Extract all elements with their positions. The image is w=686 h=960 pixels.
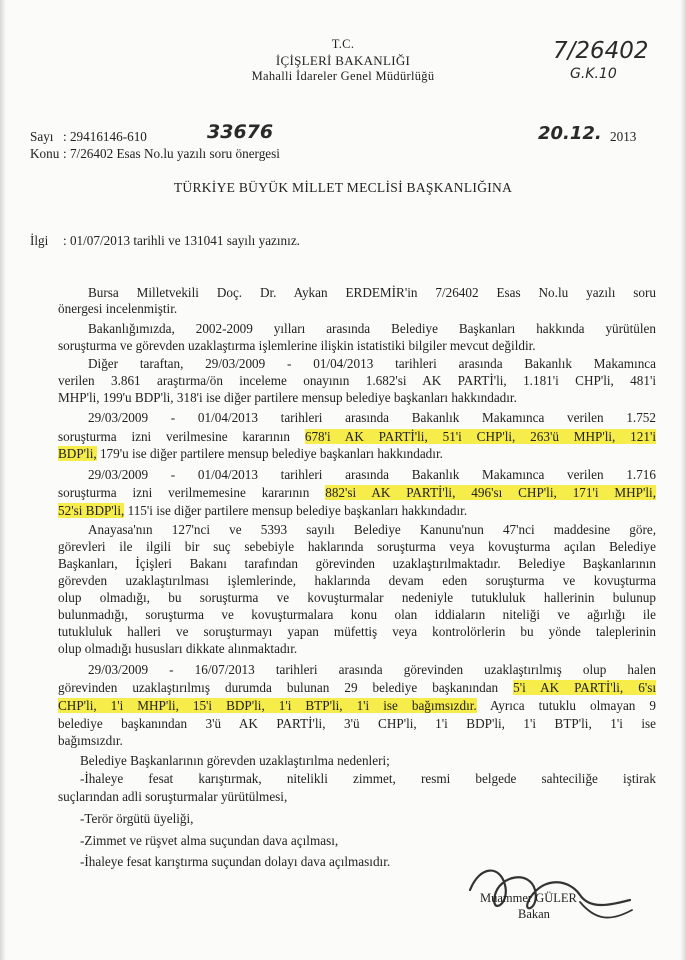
header-ministry: İÇİŞLERİ BAKANLIĞI [275, 53, 411, 68]
body-line-11: 29/03/2009 - 01/04/2013 tarihleri arasında Bakanlık Makamınca verilen 1.716 [88, 467, 656, 482]
highlight-approved-counts: 678'i AK PARTİ'li, 51'i CHP'li, 263'ü MHP'li, 121'i [304, 429, 657, 444]
body-line-13 [58, 503, 656, 519]
highlight-suspended-counts-2: CHP'li, 1'i MHP'li, 15'i BDP'li, 1'i BTP'li, 1'i ise bağımsızdır. [58, 698, 477, 713]
highlight-suspended-counts: 5'i AK PARTİ'li, 6'sı [513, 680, 656, 695]
body-line-27: Belediye Başkanlarının görevden uzaklaştırılma nedenleri; [80, 753, 390, 768]
ilgi-value: : 01/07/2013 tarihli ve 131041 sayılı yazınız. [63, 233, 300, 248]
body-line-23-text: görevinden uzaklaştırılmış durumda bulunan 29 belediye başkanından [58, 680, 514, 695]
body-line-12-text: soruşturma izni verilmemesine kararının [58, 485, 326, 500]
body-line-13-text: 115'i ise diğer partilere mensup belediye başkanları hakkındadır. [124, 503, 468, 518]
header-tc: T.C. [331, 37, 355, 51]
page-edge-right [680, 0, 686, 960]
body-line-6: verilen 3.861 araştırma/ön inceleme onayının 1.682'si AK PARTİ'li, 1.181'i CHP'li, 481'i [58, 373, 656, 388]
sayi-label: Sayı [30, 129, 54, 144]
body-line-23 [58, 680, 656, 696]
handwritten-code: G.K.10 [570, 66, 617, 82]
body-line-31: -Zimmet ve rüşvet alma suçundan dava açılması, [80, 833, 339, 848]
body-line-17: görevden uzaklaştırılması işlemlerinde, haklarında devam eden soruşturma ve kovuşturma [58, 573, 656, 588]
ilgi-label: İlgi [30, 233, 49, 248]
header-directorate: Mahalli İdareler Genel Müdürlüğü [251, 69, 435, 83]
handwritten-extra-no: 33676 [207, 121, 274, 143]
body-line-8: 29/03/2009 - 01/04/2013 tarihleri arasında Bakanlık Makamınca verilen 1.752 [88, 410, 656, 425]
highlight-denied-counts: 882'si AK PARTİ'li, 496'sı CHP'li, 171'i MHP'li, [325, 485, 657, 500]
body-line-25: belediye başkanından 3'ü AK PARTİ'li, 3'ü CHP'li, 1'i BDP'li, 1'i BTP'li, 1'i ise [58, 716, 656, 731]
body-line-26: bağımsızdır. [58, 733, 123, 748]
date-year: 2013 [610, 129, 637, 144]
body-line-24 [58, 698, 656, 714]
highlight-denied-bdp: 52'si BDP'li, [58, 503, 125, 518]
body-line-19: bulunmadığı, soruşturma ve kovuşturmalara konu olan iddiaların niteliği ve ağırlığı ile [58, 607, 656, 622]
body-line-10 [58, 446, 656, 462]
body-line-10-text: 179'u ise diğer partilere mensup belediye başkanları hakkındadır. [96, 446, 443, 461]
body-line-9-text: soruşturma izni verilmesine kararının [58, 429, 305, 444]
page-edge-left [0, 0, 6, 960]
body-line-2: önergesi incelenmiştir. [58, 301, 178, 316]
konu-label: Konu [30, 146, 60, 161]
body-line-22: 29/03/2009 - 16/07/2013 tarihleri arasında görevinden uzaklaştırılmış olup halen [88, 662, 656, 677]
body-line-24-text: Ayrıca tutuklu olmayan 9 [476, 698, 656, 713]
handwritten-date: 20.12. [538, 123, 602, 144]
signature-name: Muammer GÜLER [480, 891, 577, 905]
body-line-1: Bursa Milletvekili Doç. Dr. Aykan ERDEMİR'in 7/26402 Esas No.lu yazılı soru [88, 285, 656, 300]
handwritten-file-no: 7/26402 [553, 38, 649, 64]
body-line-16: Başkanları, İçişleri Bakanı tarafından görevinden uzaklaştırılmaktadır. Belediye Başkanlarının [58, 556, 656, 571]
body-line-5: Diğer taraftan, 29/03/2009 - 01/04/2013 tarihleri arasında Bakanlık Makamınca [88, 356, 656, 371]
konu-value: : 7/26402 Esas No.lu yazılı soru önergesi [63, 146, 280, 161]
body-line-9 [58, 429, 656, 445]
body-line-18: olup olmadığı, bu soruşturma ve kovuşturmalar nedeniyle tutukluluk hallerinin bulunup [58, 590, 656, 605]
body-line-29: suçlarından adli soruşturmalar yürütülmesi, [58, 789, 288, 804]
body-line-7: MHP'li, 199'u BDP'li, 318'i ise diğer partilere mensup belediye başkanları hakkındadır. [58, 390, 517, 405]
body-line-4: soruşturma ve görevden uzaklaştırma işlemlerine ilişkin istatistiki bilgiler mevcut değildir. [58, 338, 536, 353]
body-line-20: tutukluluk halleri ve soruşturmayı yapan müfettiş veya kontrolörlerin bu yönde taleplerinin [58, 624, 656, 639]
body-line-14: Anayasa'nın 127'nci ve 5393 sayılı Belediye Kanunu'nun 47'nci maddesine göre, [88, 522, 656, 537]
body-line-32: -İhaleye fesat karıştırma suçundan dolayı dava açılmasıdır. [80, 854, 391, 869]
signature-title: Bakan [518, 907, 550, 921]
recipient: TÜRKİYE BÜYÜK MİLLET MECLİSİ BAŞKANLIĞINA [173, 180, 513, 195]
body-line-15: görevleri ile ilgili bir suç sebebiyle haklarında soruşturma veya kovuşturma açılan Belediye [58, 539, 656, 554]
highlight-approved-bdp: BDP'li, [58, 446, 97, 461]
body-line-28: -İhaleye fesat karıştırmak, nitelikli zimmet, resmi belgede sahteciliğe iştirak [80, 771, 656, 786]
body-line-12 [58, 485, 656, 501]
body-line-21: olup olmadığı hususları dikkate alınmaktadır. [58, 641, 298, 656]
body-line-30: -Terör örgütü üyeliği, [80, 811, 194, 826]
body-line-3: Bakanlığımızda, 2002-2009 yılları arasında Belediye Başkanları hakkında yürütülen [88, 321, 656, 336]
sayi-value: : 29416146-610 [63, 129, 147, 144]
